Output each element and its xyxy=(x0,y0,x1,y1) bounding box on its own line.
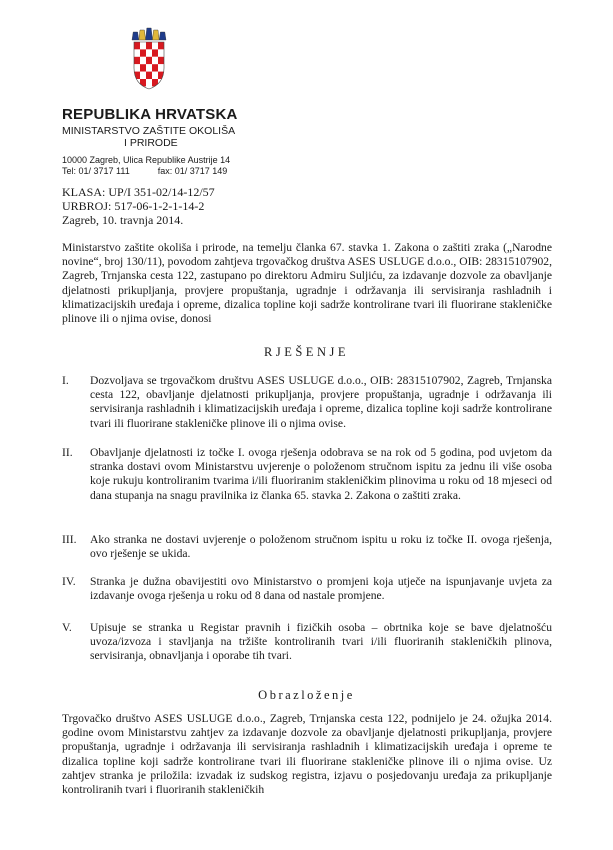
shield-square xyxy=(140,42,146,49)
shield-square xyxy=(134,42,140,49)
item-text: Stranka je dužna obavijestiti ovo Ministarstvo o promjeni koja utječe na ispunjavanje uvjeta za izdavanje ovoga rješenja u roku od 8 dana od nastale promjene. xyxy=(90,575,552,603)
item-number: I. xyxy=(62,374,69,387)
shield-square xyxy=(158,42,164,49)
item-number: IV. xyxy=(62,575,76,588)
shield-square xyxy=(152,49,158,56)
shield-square xyxy=(158,57,164,64)
item-number: V. xyxy=(62,621,72,634)
shield-square xyxy=(146,79,152,86)
shield-square xyxy=(158,49,164,56)
shield-square xyxy=(152,42,158,49)
shield-square xyxy=(146,49,152,56)
item-text: Upisuje se stranka u Registar pravnih i fizičkih osoba – obrtnika koje se bave djelatnošću uvoza/izvoza i stavljanja na tržište kontroliranih tvari i/ili fluoriranih stakleničkih plinova, servisiranja, obnavljanja i oporabe tih tvari. xyxy=(90,621,552,663)
shield-square xyxy=(140,49,146,56)
contact-line xyxy=(62,166,238,177)
shield-square xyxy=(140,64,146,71)
decision-title: RJEŠENJE xyxy=(264,345,349,359)
shield-square xyxy=(140,72,146,79)
item-number: III. xyxy=(62,533,77,546)
shield-square xyxy=(140,57,146,64)
fax: fax: 01/ 3717 149 xyxy=(157,166,228,176)
shield-square xyxy=(134,49,140,56)
shield-square xyxy=(158,64,164,71)
croatian-coat-of-arms-icon xyxy=(131,22,167,90)
klasa: KLASA: UP/I 351-02/14-12/57 xyxy=(62,185,215,199)
shield-square xyxy=(146,57,152,64)
crown-segment xyxy=(152,30,159,40)
ministry-name-line2: I PRIRODE xyxy=(124,137,178,149)
shield-square xyxy=(134,57,140,64)
ministry-name: MINISTARSTVO ZAŠTITE OKOLIŠA xyxy=(62,125,236,137)
urbroj: URBROJ: 517-06-1-2-1-14-2 xyxy=(62,199,205,213)
shield-square xyxy=(152,57,158,64)
address: 10000 Zagreb, Ulica Republike Austrije 14 xyxy=(62,155,231,165)
date-line: Zagreb, 10. travnja 2014. xyxy=(62,213,184,227)
shield-square xyxy=(152,72,158,79)
crown-segment xyxy=(132,32,139,40)
item-text: Dozvoljava se trgovačkom društvu ASES USLUGE d.o.o., OIB: 28315107902, Zagreb, Trnjanska cesta 122, obavljanje djelatnosti prikupljanja, provjere propuštanja, ugradnje i održavanja ili servisiranja rashladnih i klimatizacijskih uređaja i opreme, dizalica topline koji sadrže kontrolirane tvari ili fluorirane stakleničke plinove ili o njima ovise. xyxy=(90,374,552,430)
explanation-title: Obrazloženje xyxy=(258,688,355,702)
item-text: Ako stranka ne dostavi uvjerenje o položenom stručnom ispitu u roku iz točke II. ovoga rješenja, ovo rješenje se ukida. xyxy=(90,533,552,561)
item-text: Obavljanje djelatnosti iz točke I. ovoga rješenja odobrava se na rok od 5 godina, pod uvjetom da stranka dostavi ovom Ministarstvu uvjerenje o položenom stručnom ispitu za jednu ili više osoba koje rukuju kontroliranim tvarima i/ili fluoriranim stakleničkim plinovima u roku od 18 mjeseci od dana stupanja na snagu pravilnika iz članka 65. stavka 2. Zakona o zaštiti zraka. xyxy=(90,446,552,502)
shield-square xyxy=(140,79,146,86)
crown-segment xyxy=(159,32,166,40)
shield-square xyxy=(146,72,152,79)
document-meta xyxy=(62,185,215,227)
shield-square xyxy=(146,42,152,49)
item-number: II. xyxy=(62,446,73,459)
republic-name: REPUBLIKA HRVATSKA xyxy=(62,106,238,123)
crown-segment xyxy=(139,30,146,40)
crown-segment xyxy=(146,28,153,40)
telephone: Tel: 01/ 3717 111 xyxy=(62,166,130,176)
shield-square xyxy=(152,79,158,86)
letterhead xyxy=(62,106,238,177)
explanation-paragraph: Trgovačko društvo ASES USLUGE d.o.o., Zagreb, Trnjanska cesta 122, podnijelo je 24. ožujka 2014. godine ovom Ministarstvu zahtjev za izdavanje dozvole za obavljanje djelatnosti prikupljanja, provjere propuštanja, ugradnje i održavanja ili servisiranja rashladnih i klimatizacijskih uređaja i opreme te dizalica topline koji sadrže kontrolirane tvari ili fluorirane stakleničke plinove ili o njima ovise. Uz zahtjev stranka je priložila: izvadak iz sudskog registra, izjavu o posjedovanju uređaja za prikupljanje kontroliranih tvari i fluoriranih stakleničkih xyxy=(62,712,552,797)
shield-square xyxy=(146,64,152,71)
shield-square xyxy=(152,64,158,71)
shield-square xyxy=(134,64,140,71)
intro-paragraph: Ministarstvo zaštite okoliša i prirode, na temelju članka 67. stavka 1. Zakona o zaštiti zraka („Narodne novine“, broj 130/11), povodom zahtjeva trgovačkog društva ASES USLUGE d.o.o., OIB: 28315107902, Zagreb, Trnjanska cesta 122, zastupano po direktoru Admiru Suljiću, za izdavanje dozvole za obavljanje djelatnosti prikupljanja, provjere propuštanja, ugradnje i održavanja ili servisiranja rashladnih i klimatizacijskih uređaja i opreme, dizalica topline koji sadrže kontrolirane tvari ili fluorirane stakleničke plinove ili o njima ovise, donosi xyxy=(62,241,552,326)
